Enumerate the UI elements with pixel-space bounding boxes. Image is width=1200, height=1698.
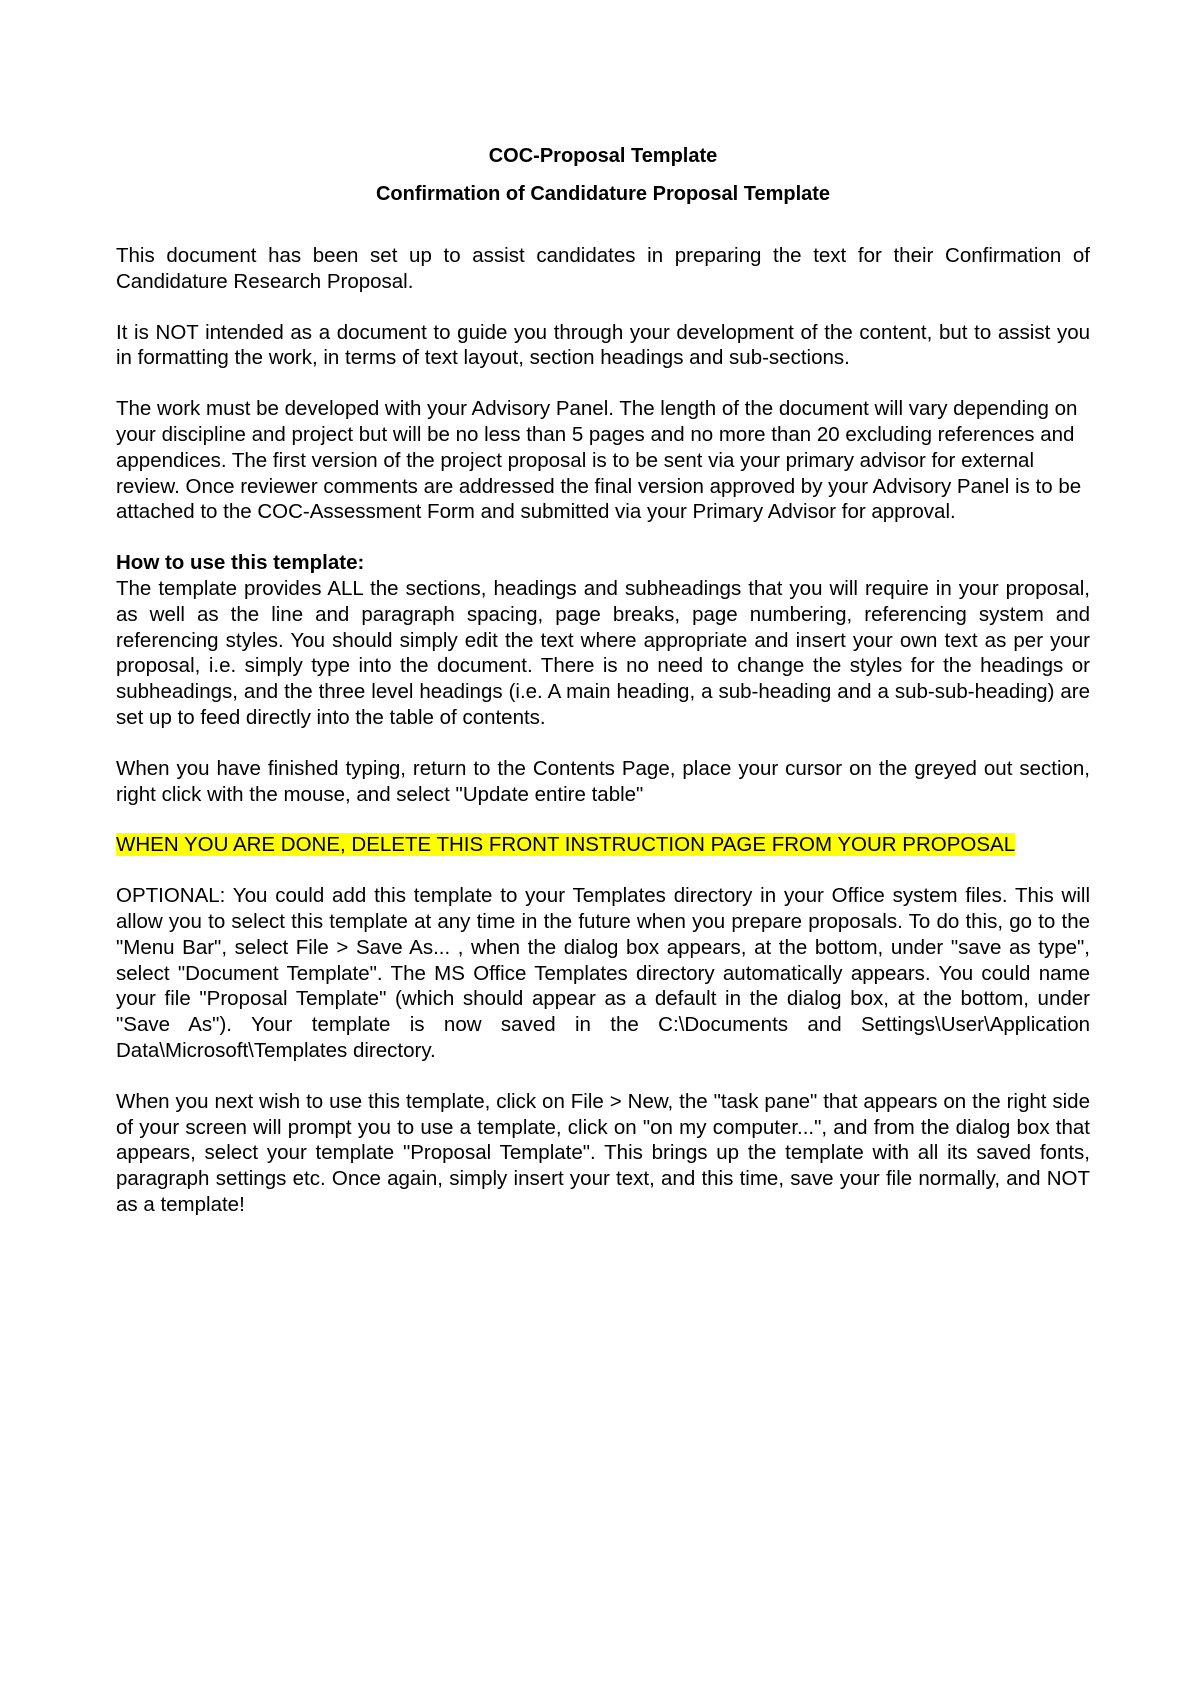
document-subtitle: Confirmation of Candidature Proposal Template (375, 183, 831, 205)
intro-paragraph: This document has been set up to assist candidates in preparing the text for their Confirmation of Candidature Research Proposal. (116, 244, 1090, 293)
advisory-paragraph: The work must be developed with your Advisory Panel. The length of the document will vary depending on your discipline and project but will be no less than 5 pages and no more than 20 excluding references and appendices. The first version of the project proposal is to be sent via your primary advisor for external review. Once reviewer comments are addressed the final version approved by your Advisory Panel is to be attached to the COC-Assessment Form and submitted via your Primary Advisor for approval. (116, 397, 1082, 524)
howto-text: The template provides ALL the sections, headings and subheadings that you will require in your proposal, as well as the line and paragraph spacing, page breaks, page numbering, referencing system and referencing styles. You should simply edit the text where appropriate and insert your own text as per your proposal, i.e. simply type into the document. There is no need to change the styles for the headings or subheadings, and the three level headings (i.e. A main heading, a sub-heading and a sub-sub-heading) are set up to feed directly into the table of contents. (116, 576, 1090, 729)
purpose-paragraph: It is NOT intended as a document to guide you through your development of the content, but to assist you in formatting the work, in terms of text layout, section headings and sub-sections. (116, 320, 1090, 370)
howto-section (116, 550, 1090, 731)
document-body (116, 143, 1090, 1243)
howto-heading: How to use this template: (116, 551, 365, 575)
warning-paragraph (116, 832, 1090, 858)
document-title: COC-Proposal Template (488, 145, 718, 167)
optional-paragraph: OPTIONAL: You could add this template to your Templates directory in your Office system files. This will allow you to select this template at any time in the future when you prepare proposals. To do this, go to the "Menu Bar", select File > Save As... , when the dialog box appears, at the bottom, under "save as type", select "Document Template". The MS Office Templates directory automatically appears. You could name your file "Proposal Template" (which should appear as a default in the dialog box, at the bottom, under "Save As"). Your template is now saved in the C:\Documents and Settings\User\Application Data\Microsoft\Templates directory. (116, 884, 1090, 1062)
update-table-paragraph: When you have finished typing, return to the Contents Page, place your cursor on the greyed out section, right click with the mouse, and select "Update entire table" (116, 756, 1090, 806)
final-paragraph: When you next wish to use this template, click on File > New, the "task pane" that appears on the right side of your screen will prompt you to use a template, click on "on my computer...", and from the dialog box that appears, select your template "Proposal Template". This brings up the template with all its saved fonts, paragraph settings etc. Once again, simply insert your text, and this time, save your file normally, and NOT as a template! (116, 1089, 1090, 1216)
warning-highlight: WHEN YOU ARE DONE, DELETE THIS FRONT INSTRUCTION PAGE FROM YOUR PROPOSAL (116, 833, 1016, 857)
